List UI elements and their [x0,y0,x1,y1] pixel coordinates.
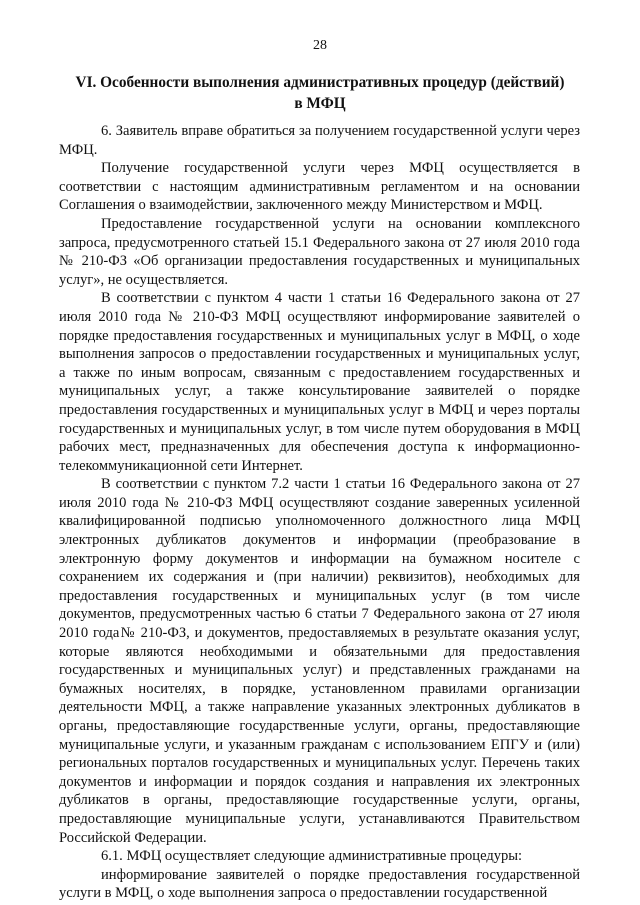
paragraph-6-applicant-right: 6. Заявитель вправе обратиться за получением государственной услуги через МФЦ. [59,123,580,158]
page-number: 28 [313,38,327,53]
paragraph-complex-request: Предоставление государственной услуги на основании комплексного запроса, предусмотренного статьей 15.1 Федерального закона от 27 июля 2010 года № 210-ФЗ «Об организации предоставления государственных и муниципальных услуг», не осуществляется. [59,215,580,288]
document-body [59,122,580,903]
section-heading-line-1: VI. Особенности выполнения административных процедур (действий) [75,74,565,91]
paragraph-service-via-mfc: Получение государственной услуги через МФЦ осуществляется в соответствии с настоящим административным регламентом и на основании Соглашения о взаимодействии, заключенного между Министерством и МФЦ. [59,160,580,214]
section-heading-line-2: в МФЦ [294,95,346,112]
paragraph-6-1-procedures: 6.1. МФЦ осуществляет следующие административные процедуры: [101,848,523,865]
paragraph-electronic-duplicates: В соответствии с пунктом 7.2 части 1 статьи 16 Федерального закона от 27 июля 2010 года № 210-ФЗ МФЦ осуществляют создание заверенных усиленной квалифицированной подписью уполномоченного должностного лица МФЦ электронных дубликатов документов и информации (преобразование в электронную форму документов и информации на бумажном носителе с сохранением их содержания и (при наличии) реквизитов), необходимых для предоставления государственных и муниципальных услуг (в том числе документов, предусмотренных частью 6 статьи 7 Федерального закона от 27 июля 2010 года№ 210-ФЗ, и документов, предоставляемых в результате оказания услуг, которые являются необходимыми и обязательными для предоставления государственных и муниципальных услуг) и представленных гражданами на бумажных носителях, в порядке, установленном правилами организации деятельности МФЦ, а также направление указанных электронных дубликатов в органы, предоставляющие государственные услуги, органы, предоставляющие муниципальные услуги, и указанным гражданам с использованием ЕПГУ и (или) региональных порталов государственных и муниципальных услуг. Перечень таких документов и информации и порядок создания и направления их электронных дубликатов в органы, предоставляющие государственные услуги, органы, предоставляющие муниципальные услуги, устанавливаются Правительством Российской Федерации. [59,476,580,846]
section-heading [70,72,570,114]
paragraph-informing-applicants: В соответствии с пунктом 4 части 1 статьи 16 Федерального закона от 27 июля 2010 года № 210-ФЗ МФЦ осуществляют информирование заявителей о порядке предоставления государственных и муниципальных услуг в МФЦ, о ходе выполнения запросов о предоставлении государственных и муниципальных услуг, а также по иным вопросам, связанным с предоставлением государственных и муниципальных услуг, а также консультирование заявителей о порядке предоставления государственных и муниципальных услуг в МФЦ и через порталы государственных и муниципальных услуг, в том числе путем оборудования в МФЦ рабочих мест, предназначенных для обеспечения доступа к информационно-телекоммуникационной сети Интернет. [59,290,580,474]
paragraph-informing-procedure: информирование заявителей о порядке предоставления государственной услуги в МФЦ, о ходе выполнения запроса о предоставлении государственной [59,866,580,902]
